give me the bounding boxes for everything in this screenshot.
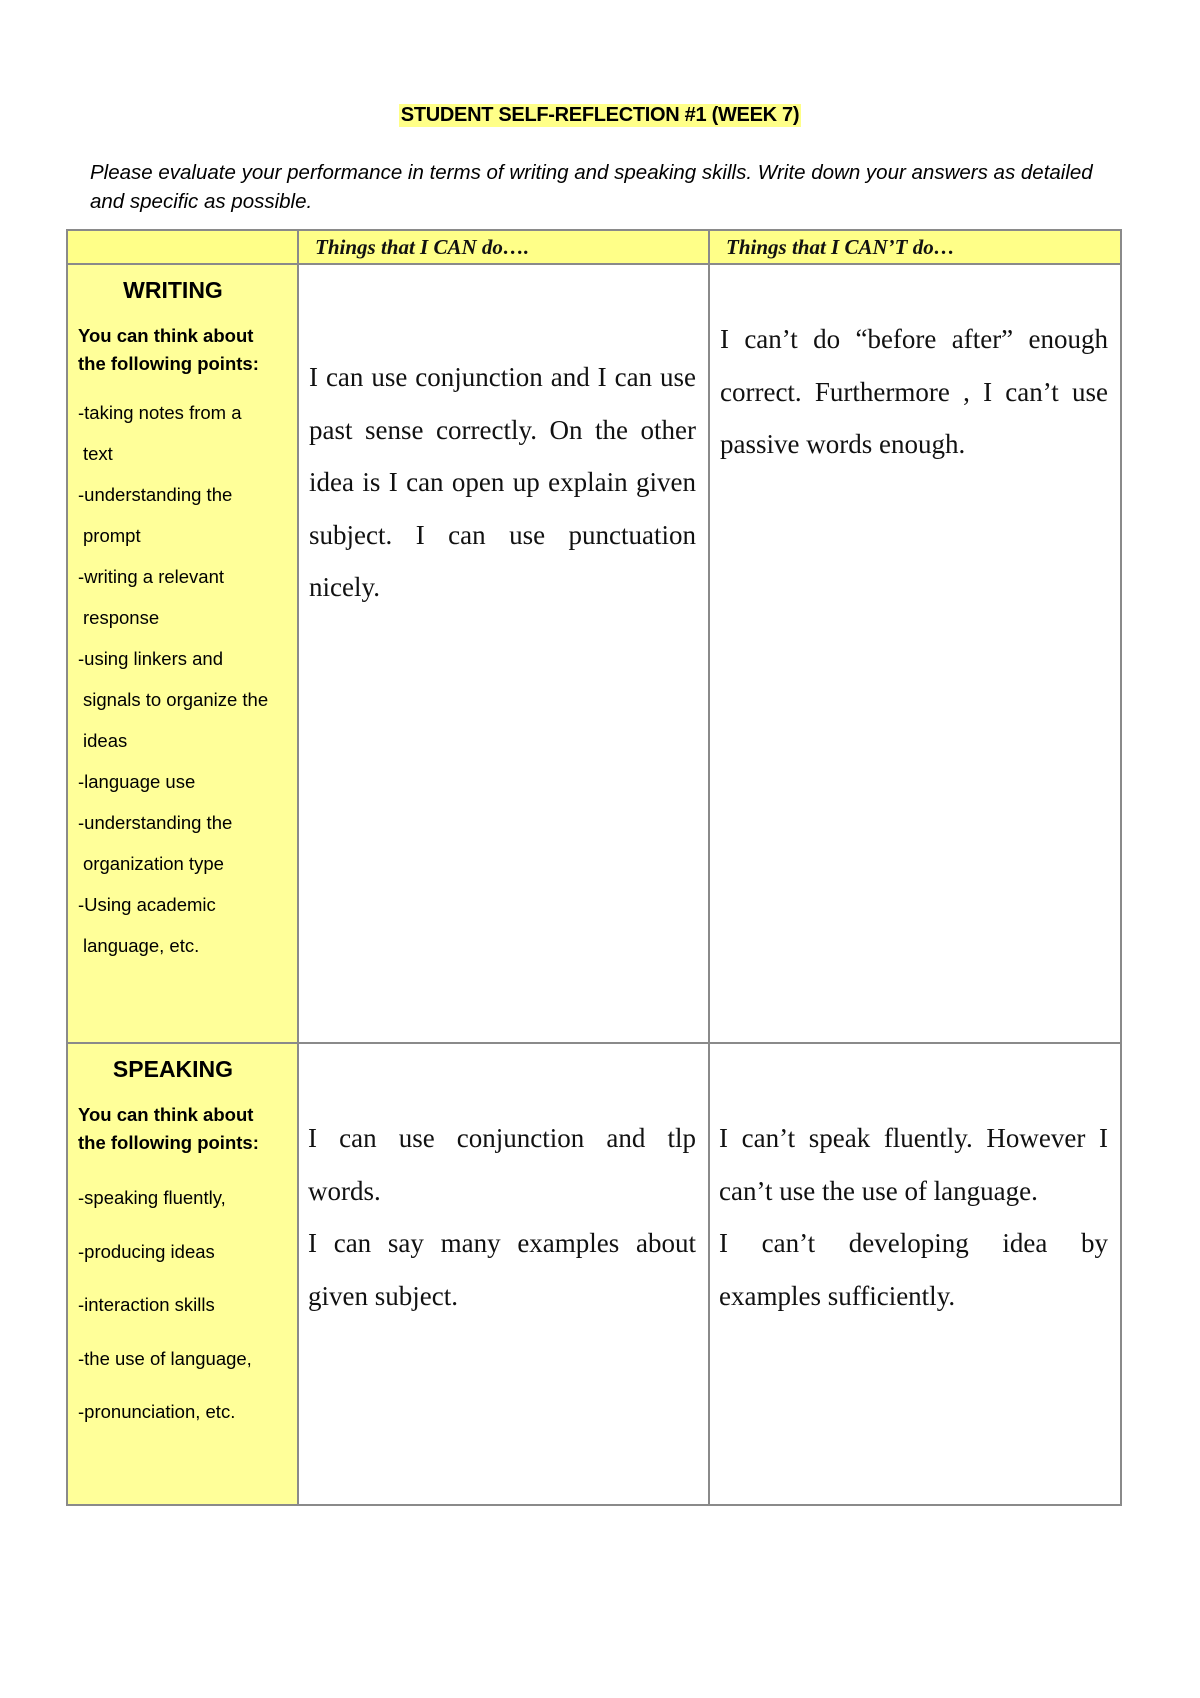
list-item: text: [83, 443, 113, 464]
answer-paragraph: I can’t do “before after” enough correct. Furthermore , I can’t use passive words enough.: [720, 324, 1108, 459]
list-item: -understanding the: [78, 812, 233, 833]
list-item: -writing a relevant: [78, 566, 225, 587]
list-item: -understanding the: [78, 484, 233, 505]
list-item: organization type: [83, 853, 224, 874]
answer-paragraph: I can’t developing idea by examples sufficiently.: [719, 1228, 1108, 1311]
answer-paragraph: I can say many examples about given subject.: [308, 1228, 696, 1311]
table-header-row: [67, 230, 1121, 264]
speaking-cant-answer: [709, 1043, 1121, 1505]
header-cant-do: Things that I CAN’T do…: [709, 230, 1121, 264]
list-item: -interaction skills: [78, 1294, 215, 1315]
list-item: -pronunciation, etc.: [78, 1401, 236, 1422]
list-item: -language use: [78, 771, 196, 792]
writing-heading: WRITING: [123, 277, 223, 303]
think-line: You can think about: [78, 325, 254, 346]
list-item: -Using academic: [78, 894, 216, 915]
speaking-heading: SPEAKING: [112, 1056, 234, 1082]
speaking-row: [67, 1043, 1121, 1505]
speaking-guide-cell: [67, 1043, 298, 1505]
writing-think-about: [78, 322, 291, 378]
list-item: language, etc.: [83, 935, 200, 956]
title-wrap: [0, 104, 1200, 127]
writing-guide-cell: [67, 264, 298, 1043]
writing-can-answer: [298, 264, 709, 1043]
list-item: signals to organize the: [83, 689, 269, 710]
speaking-points-list: [78, 1171, 291, 1439]
think-line: You can think about: [78, 1104, 254, 1125]
header-can-do: Things that I CAN do….: [298, 230, 709, 264]
list-item: prompt: [83, 525, 141, 546]
think-line: the following points:: [78, 1132, 259, 1153]
writing-row: [67, 264, 1121, 1043]
answer-paragraph: I can’t speak fluently. However I can’t use the use of language.: [719, 1123, 1108, 1206]
writing-cant-answer: [709, 264, 1121, 1043]
instructions: Please evaluate your performance in terms of writing and speaking skills. Write down your answers as detailed and specific as possible.: [90, 161, 1093, 213]
speaking-can-answer: [298, 1043, 709, 1505]
think-line: the following points:: [78, 353, 259, 374]
list-item: -speaking fluently,: [78, 1187, 226, 1208]
answer-paragraph: I can use conjunction and I can use past sense correctly. On the other idea is I can open up explain given subject. I can use punctuation nicely.: [309, 362, 696, 602]
list-item: -producing ideas: [78, 1240, 215, 1262]
list-item: -using linkers and: [78, 648, 223, 669]
reflection-table: [66, 229, 1122, 1506]
header-cell-empty: [67, 230, 298, 264]
list-item: ideas: [83, 730, 128, 751]
list-item: response: [83, 607, 160, 628]
list-item: -the use of language,: [78, 1347, 252, 1369]
answer-paragraph: I can use conjunction and tlp words.: [308, 1123, 696, 1206]
writing-points-list: [78, 392, 291, 966]
page-title: STUDENT SELF-REFLECTION #1 (WEEK 7): [400, 104, 800, 126]
list-item: -taking notes from a: [78, 402, 242, 423]
speaking-think-about: [78, 1101, 291, 1157]
